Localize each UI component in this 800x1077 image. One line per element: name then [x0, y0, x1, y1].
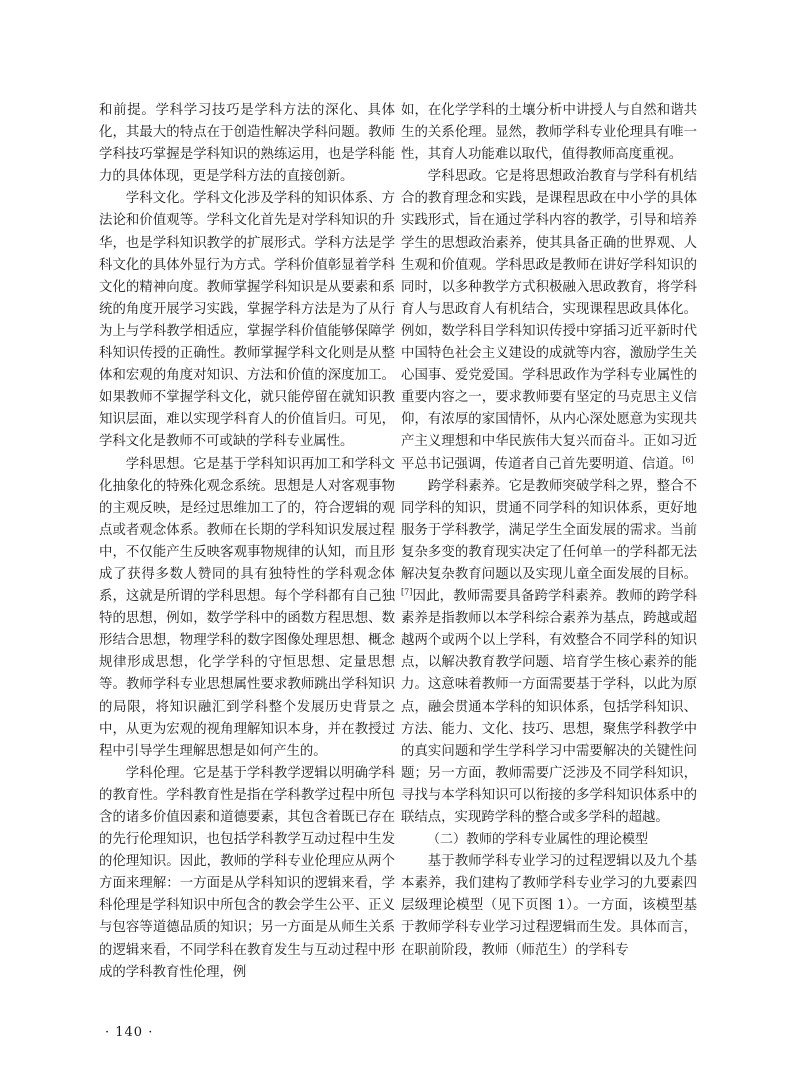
paragraph-continued: 和前提。学科学习技巧是学科方法的深化、具体化，其最大的特点在于创造性解决学科问题。教师学科技巧掌握是学科知识的熟练运用，也是学科能力的具体体现，更是学科方法的直接创新。 — [99, 103, 395, 185]
paragraph-subject-culture: 学科文化。学科文化涉及学科的知识体系、方法论和价值观等。学科文化首先是对学科知识的升华，也是学科知识教学的扩展形式。学科方法是学科文化的具体外显行为方式。学科价值彰显着学科文化的精神向度。教师掌握学科知识是从要素和系统的角度开展学习实践，掌握学科方法是为了从行为上与学科教学相适应，掌握学科价值能够保障学科知识传授的正确性。教师掌握学科文化则是从整体和宏观的角度对知识、方法和价值的深度加工。如果教师不掌握学科文化，就只能停留在就知识教知识层面，难以实现学科育人的价值旨归。可见，学科文化是教师不可或缺的学科专业属性。 — [99, 191, 395, 450]
page-number: · 140 · — [105, 1025, 154, 1040]
citation-ref: [6] — [682, 455, 694, 465]
paragraph-subject-ideology — [401, 166, 697, 475]
paragraph-interdisciplinary — [401, 476, 697, 830]
paragraph-subject-thought: 学科思想。它是基于学科知识再加工和学科文化抽象化的特殊化观念系统。思想是人对客观事物的主观反映，是经过思维加工了的，符合逻辑的观点或者观念体系。教师在长期的学科知识发展过程中，不仅能产生反映客观事物规律的认知，而且形成了获得多数人赞同的具有独特性的学科观念体系，这就是所谓的学科思想。每个学科都有自己独特的思想，例如，数学学科中的函数方程思想、数形结合思想，物理学科的数字图像处理思想、概念规律形成思想，化学学科的守恒思想、定量思想等。教师学科专业思想属性要求教师跳出学科知识的局限，将知识融汇到学科整个发展历史背景之中，从更为宏观的视角理解知识本身，并在教授过程中引导学生理解思想是如何产生的。 — [99, 456, 395, 759]
paragraph-subject-ethics: 学科伦理。它是基于学科教学逻辑以明确学科的教育性。学科教育性是指在学科教学过程中所包含的诸多价值因素和道德要素，其包含着既已存在的先行伦理知识，也包括学科教学互动过程中生发的伦理知识。因此，教师的学科专业伦理应从两个方面来理解：一方面是从学科知识的逻辑来看，学科伦理是学科知识中所包含的教会学生公平、正义与包容等道德品质的知识；另一方面是从师生关系的逻辑来看，不同学科在教育发生与互动过程中形成的学科教育性伦理，例 — [99, 765, 395, 980]
paragraph-text: 因此，教师需要具备跨学科素养。教师的跨学科素养是指教师以本学科综合素养为基点，跨越或超越两个或两个以上学科，有效整合不同学科的知识点，以解决教育教学问题、培育学生核心素养的能力。这意味着教师一方面需要基于学科，以此为原点，融会贯通本学科的知识体系，包括学科知识、方法、能力、文化、技巧、思想，聚焦学科教学中的真实问题和学生学科学习中需要解决的关键性问题；另一方面，教师需要广泛涉及不同学科知识，寻找与本学科知识可以衔接的多学科知识体系中的联结点，实现跨学科的整合或多学科的超越。 — [401, 589, 697, 825]
section-heading: （二）教师的学科专业属性的理论模型 — [427, 832, 649, 848]
left-column — [99, 100, 395, 984]
citation-ref: [7] — [401, 587, 413, 597]
paragraph-text: 学科思政。它是将思想政治教育与学科有机结合的教育理念和实践，是课程思政在中小学的具体实践形式，旨在通过学科内容的教学，引导和培养学生的思想政治素养，使其具备正确的世界观、人生观和价值观。学科思政是教师在讲好学科知识的同时，以多种教学方式积极融入思政教育，将学科育人与思政育人有机结合，实现课程思政具体化。例如，数学科目学科知识传授中穿插习近平新时代中国特色社会主义建设的成就等内容，激励学生关心国事、爱党爱国。学科思政作为学科专业属性的重要内容之一，要求教师要有坚定的马克思主义信仰，有浓厚的家国情怀，从内心深处愿意为实现共产主义理想和中华民族伟大复兴而奋斗。正如习近平总书记强调，传道者自己首先要明道、信道。 — [401, 169, 697, 472]
paragraph-text: 跨学科素养。它是教师突破学科之界，整合不同学科的知识，贯通不同学科的知识体系，更好地服务于学科教学，满足学生全面发展的需求。当前复杂多变的教育现实决定了任何单一的学科都无法解决复杂教育问题以及实现儿童全面发展的目标。 — [401, 478, 697, 582]
right-column — [401, 100, 697, 962]
paragraph-continued-right: 如，在化学学科的土壤分析中讲授人与自然和谐共生的关系伦理。显然，教师学科专业伦理具有唯一性，其育人功能难以取代，值得教师高度重视。 — [401, 103, 697, 163]
paragraph-model: 基于教师学科专业学习的过程逻辑以及九个基本素养，我们建构了教师学科专业学习的九要素四层级理论模型（见下页图 1）。一方面，该模型基于教师学科专业学习过程逻辑而生发。具体而言，在职前阶段，教师（师范生）的学科专 — [401, 854, 697, 958]
